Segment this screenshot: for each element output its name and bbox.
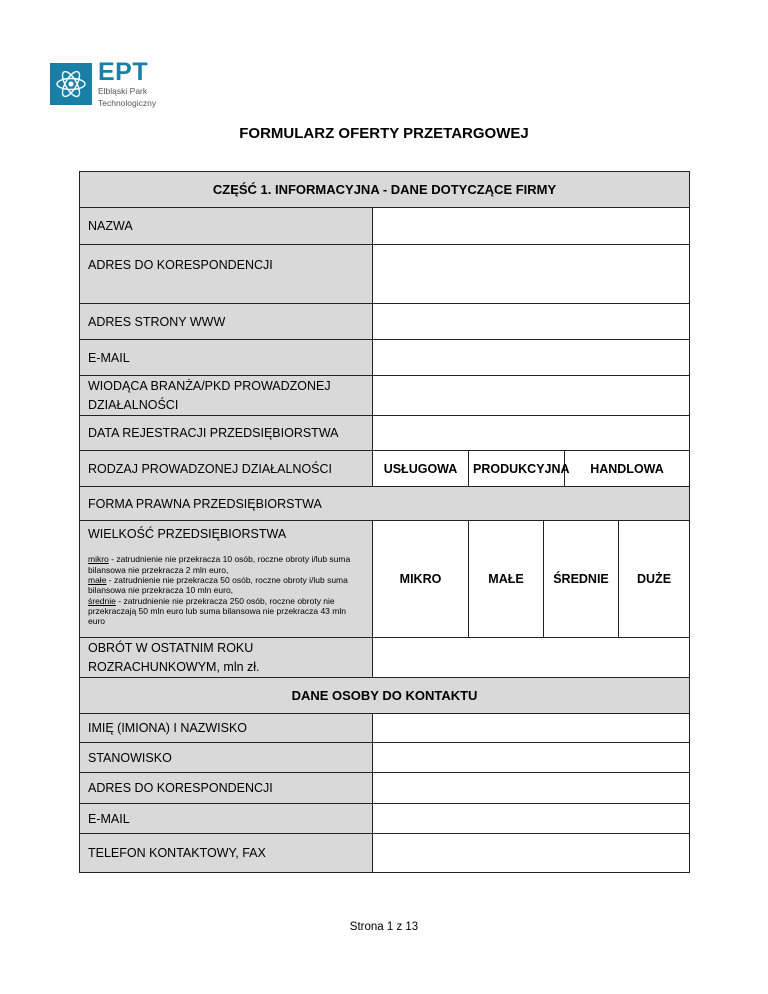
note-medium: średnie - zatrudnienie nie przekracza 250 osób, roczne obroty nie przekraczają 50 mln euro lub suma bilansowa nie przekracza 43 mln euro [88,595,346,627]
page-title: FORMULARZ OFERTY PRZETARGOWEJ [239,125,529,142]
label-address: ADRES DO KORESPONDENCJI [80,245,373,304]
industry-field[interactable] [373,376,690,416]
activity-option-trade[interactable]: HANDLOWA [565,451,690,487]
label-industry: WIODĄCA BRANŻA/PKD PROWADZONEJ DZIAŁALNOŚCI [80,376,373,416]
label-phone-fax: TELEFON KONTAKTOWY, FAX [80,834,373,873]
phone-fax-field[interactable] [373,834,690,873]
label-turnover: OBRÓT W OSTATNIM ROKU ROZRACHUNKOWYM, mln zł. [80,638,373,678]
label-contact-address: ADRES DO KORESPONDENCJI [80,773,373,804]
logo-subtitle-line2: Technologiczny [98,97,157,108]
registration-date-field[interactable] [373,416,690,451]
logo-subtitle-line1: Elbląski Park [98,86,148,96]
size-option-medium[interactable]: ŚREDNIE [544,521,619,638]
logo-wordmark: EPT [98,58,149,86]
note-small: małe - zatrudnienie nie przekracza 50 osób, roczne obroty i/lub suma bilansowa nie przekracza 10 mln euro, [88,574,348,596]
turnover-field[interactable] [373,638,690,678]
label-position: STANOWISKO [80,743,373,773]
company-size-notes [88,554,364,627]
contact-email-field[interactable] [373,804,690,834]
label-full-name: IMIĘ (IMIONA) I NAZWISKO [80,714,373,743]
section-header-contact: DANE OSOBY DO KONTAKTU [80,678,690,714]
size-option-large[interactable]: DUŻE [619,521,690,638]
contact-address-field[interactable] [373,773,690,804]
logo [50,60,156,109]
label-activity-type: RODZAJ PROWADZONEJ DZIAŁALNOŚCI [80,451,373,487]
company-size-cell [80,521,373,638]
note-micro: mikro - zatrudnienie nie przekracza 10 osób, roczne obroty i/lub suma bilansowa nie przekracza 2 mln euro, [88,554,351,575]
size-option-small[interactable]: MAŁE [469,521,544,638]
label-name: NAZWA [80,208,373,245]
label-registration-date: DATA REJESTRACJI PRZEDSIĘBIORSTWA [80,416,373,451]
label-website: ADRES STRONY WWW [80,304,373,340]
position-field[interactable] [373,743,690,773]
label-legal-form: FORMA PRAWNA PRZEDSIĘBIORSTWA [80,487,690,521]
page-number: Strona 1 z 13 [349,921,419,933]
section-header-company: CZĘŚĆ 1. INFORMACYJNA - DANE DOTYCZĄCE FIRMY [80,172,690,208]
label-company-size: WIELKOŚĆ PRZEDSIĘBIORSTWA [88,527,287,541]
full-name-field[interactable] [373,714,690,743]
offer-form-table [79,171,690,873]
atom-icon [50,63,92,105]
activity-option-services[interactable]: USŁUGOWA [373,451,469,487]
label-contact-email: E-MAIL [80,804,373,834]
address-field[interactable] [373,245,690,304]
activity-option-production[interactable]: PRODUKCYJNA [469,451,565,487]
label-email: E-MAIL [80,340,373,376]
website-field[interactable] [373,304,690,340]
email-field[interactable] [373,340,690,376]
name-field[interactable] [373,208,690,245]
size-option-micro[interactable]: MIKRO [373,521,469,638]
